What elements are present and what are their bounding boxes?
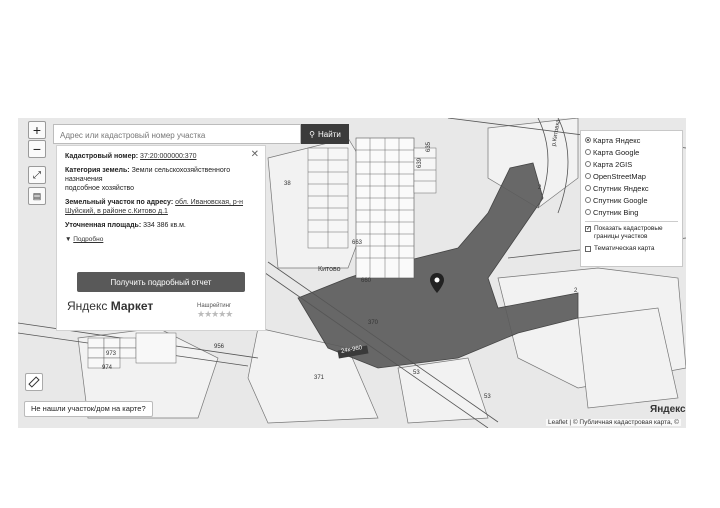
layers-panel — [580, 130, 683, 267]
map-viewport[interactable] — [18, 118, 686, 428]
map-label: 38 — [284, 181, 291, 187]
market-logo-market: Маркет — [110, 299, 154, 313]
radio-icon — [585, 173, 591, 179]
layer-option-bing-satellite[interactable]: Спутник Bing — [585, 206, 678, 218]
ruler-icon — [26, 374, 42, 390]
search-box — [53, 124, 301, 144]
map-label: 663 — [352, 240, 363, 246]
search-icon: ⚲ — [309, 129, 316, 139]
layer-option-2gis-map[interactable]: Карта 2GIS — [585, 158, 678, 170]
market-logo-yandex: Яндекс — [67, 299, 108, 313]
map-label: 371 — [314, 375, 325, 381]
address-row — [65, 198, 257, 216]
not-found-button[interactable]: Не нашли участок/дом на карте? — [24, 401, 153, 417]
village-label: Китово — [318, 266, 341, 273]
rating-label: Нашрейтинг — [197, 303, 232, 309]
radio-icon — [585, 197, 591, 203]
category-row — [65, 166, 257, 193]
radio-icon — [585, 185, 591, 191]
map-label: 956 — [214, 344, 225, 350]
layer-option-osm[interactable]: OpenStreetMap — [585, 170, 678, 182]
rating-stars: ★★★★★ — [197, 309, 233, 319]
cadastral-link[interactable]: 37:20:000000:370 — [140, 153, 197, 160]
search-button[interactable] — [301, 124, 349, 144]
more-details-toggle[interactable] — [65, 235, 257, 244]
radio-icon — [585, 149, 591, 155]
land-use-value: подсобное хозяйство — [65, 185, 135, 192]
yandex-logo: Яндекс — [650, 404, 686, 415]
thematic-map-checkbox[interactable]: Тематическая карта — [585, 245, 678, 253]
ruler-button[interactable] — [25, 373, 43, 391]
cadastral-row — [65, 149, 259, 161]
river-label: р.Китовка — [551, 119, 562, 147]
search-input[interactable] — [58, 127, 298, 145]
fullscreen-button[interactable] — [28, 166, 46, 184]
layer-option-yandex-map[interactable]: Карта Яндекс — [585, 134, 678, 146]
map-label: 660 — [361, 278, 372, 284]
radio-icon — [585, 209, 591, 215]
show-boundaries-checkbox[interactable]: ✓ Показать кадастровые границы участков — [586, 225, 663, 240]
road-label: 24к-960 — [340, 345, 363, 355]
area-value: 334 386 кв.м. — [143, 222, 186, 229]
cadastral-label: Кадастровый номер: — [65, 153, 139, 160]
category-label: Категория земель: — [65, 167, 130, 174]
location-pin-icon[interactable] — [430, 273, 444, 293]
divider — [585, 221, 678, 222]
radio-icon — [585, 161, 591, 167]
map-attribution[interactable]: Leaflet | © Публичная кадастровая карта, © — [548, 419, 679, 426]
more-details-label: Подробно — [73, 236, 104, 243]
close-icon[interactable]: ✕ — [250, 149, 259, 160]
address-link[interactable]: обл. Ивановская, р-н Шуйский, в районе с.Китово д.1 — [65, 199, 244, 215]
checkbox-checked-icon: ✓ — [586, 226, 592, 232]
search-button-label: Найти — [318, 129, 341, 139]
yandex-market-logo[interactable] — [67, 299, 154, 313]
address-label: Земельный участок по адресу: — [65, 199, 174, 206]
radio-icon — [585, 137, 591, 143]
print-icon: ▤ — [32, 191, 42, 201]
get-report-button[interactable]: Получить подробный отчет — [77, 272, 245, 292]
map-label: 635 — [426, 141, 433, 153]
checkbox-icon — [585, 246, 591, 252]
triangle-down-icon: ▼ — [65, 236, 72, 243]
print-button[interactable] — [28, 187, 46, 205]
map-label: 2 — [574, 288, 578, 294]
layer-option-yandex-satellite[interactable]: Спутник Яндекс — [585, 182, 678, 194]
zoom-out-button[interactable]: − — [28, 140, 46, 158]
map-label: 53 — [484, 394, 491, 400]
zoom-in-button[interactable]: + — [28, 121, 46, 139]
layer-option-google-map[interactable]: Карта Google — [585, 146, 678, 158]
map-label: 974 — [102, 365, 113, 371]
map-label: 370 — [368, 320, 379, 326]
expand-icon: ⤢ — [33, 170, 41, 181]
map-label: 53 — [413, 370, 420, 376]
layer-option-google-satellite[interactable]: Спутник Google — [585, 194, 678, 206]
area-row — [65, 221, 257, 230]
map-label: 973 — [106, 351, 117, 357]
parcel-info-panel — [56, 145, 266, 331]
area-label: Уточненная площадь: — [65, 222, 142, 229]
map-label: 2 — [538, 185, 542, 191]
map-label: 639 — [417, 157, 424, 169]
category-value: Земли сельскохозяйственного назначения — [65, 167, 231, 183]
